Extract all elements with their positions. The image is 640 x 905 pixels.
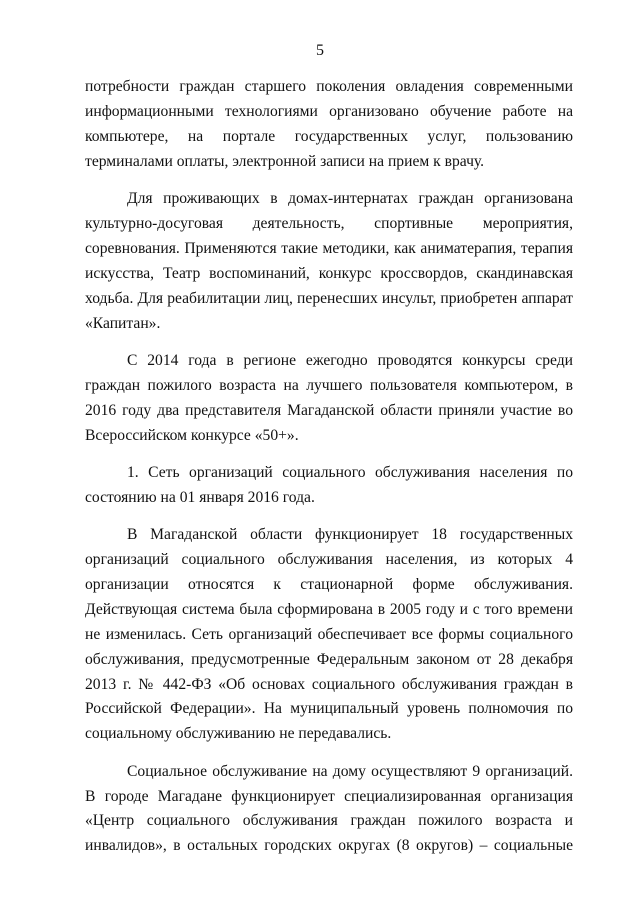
paragraph-continuation: потребности граждан старшего поколения овладения современными информационными технологиями организовано обучение работе на компьютере, на портале государственных услуг, пользованию терминалами оплаты, электронной записи на прием к врачу. bbox=[85, 78, 573, 170]
paragraph-computer-contests: С 2014 года в регионе ежегодно проводятся конкурсы среди граждан пожилого возраста на лучшего пользователя компьютером, в 2016 году два представителя Магаданской области приняли участие во Всероссийском конкурсе «50+». bbox=[85, 351, 573, 444]
paragraph-leisure-activities: Для проживающих в домах-интернатах граждан организована культурно-досуговая деятельность, спортивные мероприятия, соревнования. Применяются такие методики, как аниматерапия, терапия искусства, Театр воспоминаний, конкурс кроссвордов, скандинавская ходьба. Для реабилитации лиц, перенесших инсульт, приобретен аппарат «Капитан». bbox=[85, 190, 573, 332]
paragraph-organizations-network: В Магаданской области функционирует 18 государственных организаций социального обслуживания населения, из которых 4 организации относятся к стационарной форме обслуживания. Действующая система была сформирована в 2005 году и с того времени не изменилась. Сеть организаций обеспечивает все формы социального обслуживания, предусмотренные Федеральным законом от 28 декабря 2013 г. № 442-ФЗ «Об основах социального обслуживания граждан в Российской Федерации». На муниципальный уровень полномочия по социальному обслуживанию не передавались. bbox=[85, 526, 573, 743]
section-heading-network: 1. Сеть организаций социального обслуживания населения по состоянию на 01 января 2016 года. bbox=[85, 463, 573, 506]
page-number: 5 bbox=[316, 42, 324, 59]
document-body bbox=[85, 75, 573, 872]
paragraph-home-services: Социальное обслуживание на дому осуществляют 9 организаций. В городе Магадане функционирует специализированная организация «Центр социального обслуживания граждан пожилого возраста и инвалидов», в остальных городских округах (8 округов) – социальные bbox=[85, 762, 573, 855]
